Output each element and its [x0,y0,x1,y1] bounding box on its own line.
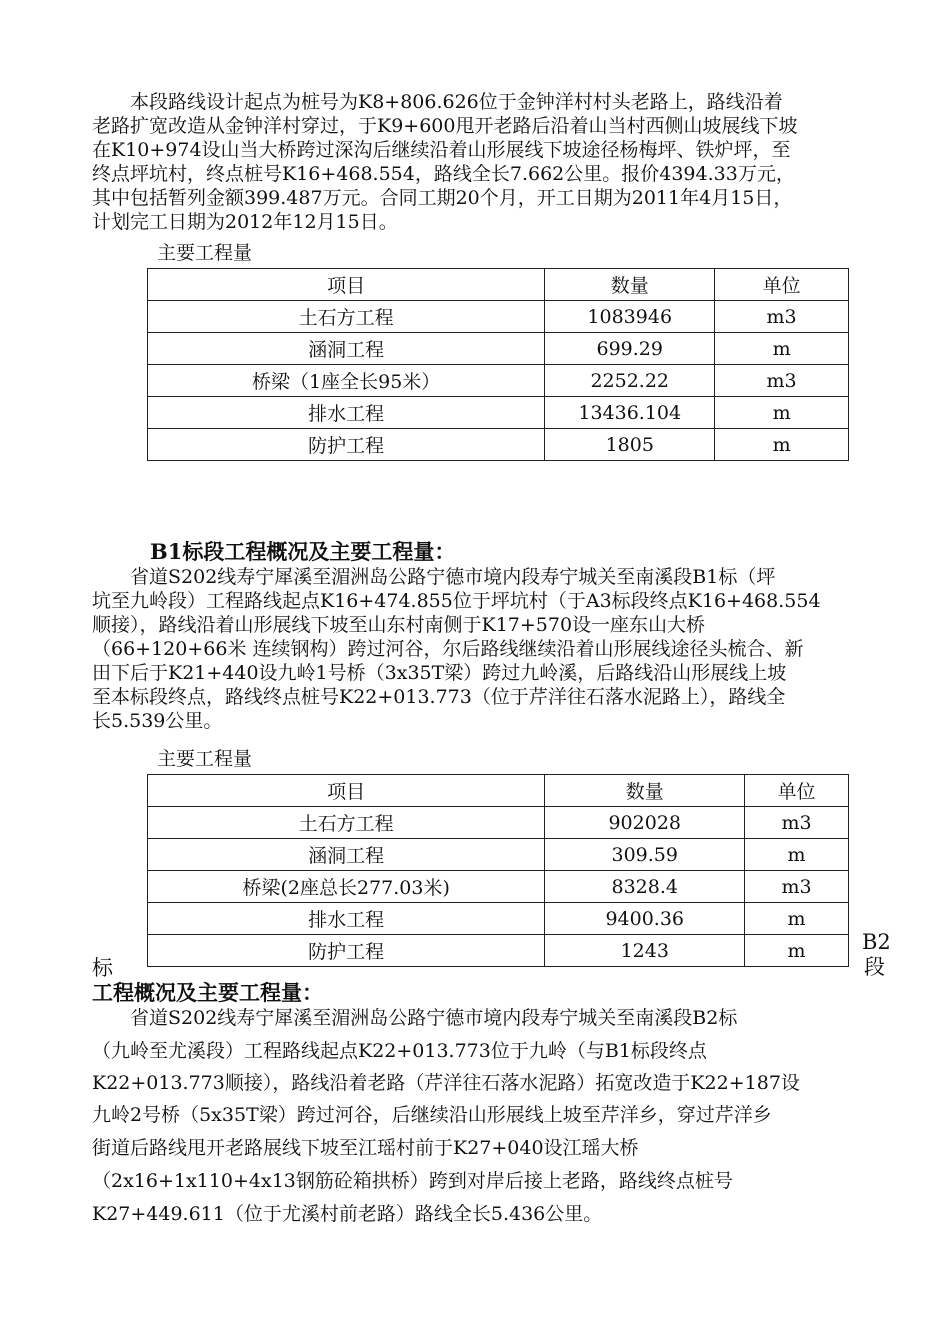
cell-unit: m [745,839,849,871]
b2-heading-right-1: B2 [862,930,891,954]
cell-unit: m3 [745,871,849,903]
cell-unit: m3 [715,301,849,333]
b1-table-title: 主要工程量 [157,748,253,770]
b1-quantities-table [147,774,849,967]
cell-item: 防护工程 [148,935,545,967]
b2-heading: 工程概况及主要工程量： [92,980,323,1005]
a3-line: 本段路线设计起点为桩号为K8+806.626位于金钟洋村村头老路上，路线沿着 [92,91,783,113]
a3-line: 其中包括暂列金额399.487万元。合同工期20个月，开工日期为2011年4月15日， [92,187,793,209]
cell-quantity: 699.29 [545,333,715,365]
header-unit: 单位 [745,775,849,807]
cell-item: 防护工程 [148,429,545,461]
b1-line: 至本标段终点，路线终点桩号K22+013.773（位于芹洋往石落水泥路上），路线全 [92,686,786,708]
cell-unit: m [715,429,849,461]
b1-line: 坑至九岭段）工程路线起点K16+474.855位于坪坑村（于A3标段终点K16+468.554 [92,590,821,612]
b1-line: 顺接），路线沿着山形展线下坡至山东村南侧于K17+570设一座东山大桥 [92,614,706,636]
table-row [148,935,849,967]
cell-quantity: 309.59 [545,839,745,871]
b1-line: 长5.539公里。 [92,710,223,732]
table-row [148,301,849,333]
cell-item: 桥梁(2座总长277.03米) [148,871,545,903]
table-row [148,397,849,429]
cell-item: 桥梁（1座全长95米） [148,365,545,397]
cell-item: 土石方工程 [148,807,545,839]
table-row [148,807,849,839]
cell-item: 涵洞工程 [148,839,545,871]
b2-heading-right-2: 段 [864,955,885,979]
cell-quantity: 13436.104 [545,397,715,429]
header-quantity: 数量 [545,775,745,807]
b2-line: K27+449.611（位于尤溪村前老路）路线全长5.436公里。 [92,1203,603,1225]
header-quantity: 数量 [545,269,715,301]
a3-line: 终点坪坑村，终点桩号K16+468.554，路线全长7.662公里。报价4394.33万元， [92,163,795,185]
cell-item: 涵洞工程 [148,333,545,365]
b1-line: 省道S202线寿宁犀溪至湄洲岛公路宁德市境内段寿宁城关至南溪段B1标（坪 [92,566,776,588]
b2-line: 省道S202线寿宁犀溪至湄洲岛公路宁德市境内段寿宁城关至南溪段B2标 [92,1007,738,1029]
b2-line: （九岭至尤溪段）工程路线起点K22+013.773位于九岭（与B1标段终点 [92,1040,707,1062]
table-row [148,903,849,935]
cell-unit: m [715,397,849,429]
b2-line: （2x16+1x110+4x13钢筋砼箱拱桥）跨到对岸后接上老路，路线终点桩号 [92,1170,733,1192]
a3-table-title: 主要工程量 [157,242,253,264]
cell-unit: m3 [715,365,849,397]
table-row [148,839,849,871]
b2-heading-left: 标 [92,956,113,980]
cell-quantity: 8328.4 [545,871,745,903]
a3-line: 在K10+974设山当大桥跨过深沟后继续沿着山形展线下坡途径杨梅坪、铁炉坪，至 [92,139,791,161]
b1-line: 田下后于K21+440设九岭1号桥（3x35T梁）跨过九岭溪，后路线沿山形展线上坡 [92,662,787,684]
header-unit: 单位 [715,269,849,301]
cell-item: 排水工程 [148,397,545,429]
cell-quantity: 1243 [545,935,745,967]
b1-heading: B1标段工程概况及主要工程量： [150,539,456,564]
cell-quantity: 902028 [545,807,745,839]
cell-quantity: 2252.22 [545,365,715,397]
cell-unit: m3 [745,807,849,839]
header-item: 项目 [148,269,545,301]
cell-unit: m [745,935,849,967]
cell-quantity: 9400.36 [545,903,745,935]
b2-line: 九岭2号桥（5x35T梁）跨过河谷，后继续沿山形展线上坡至芹洋乡，穿过芹洋乡 [92,1104,772,1126]
table-row [148,365,849,397]
table-header-row [148,775,849,807]
cell-unit: m [745,903,849,935]
cell-unit: m [715,333,849,365]
table-header-row [148,269,849,301]
table-row [148,429,849,461]
b2-line: 街道后路线甩开老路展线下坡至江瑶村前于K27+040设江瑶大桥 [92,1137,639,1159]
a3-quantities-table [147,268,849,461]
cell-item: 排水工程 [148,903,545,935]
b1-line: （66+120+66米 连续钢构）跨过河谷，尔后路线继续沿着山形展线途径头梳合、新 [92,638,804,660]
table-row [148,333,849,365]
b2-line: K22+013.773顺接），路线沿着老路（芹洋往石落水泥路）拓宽改造于K22+187设 [92,1072,800,1094]
cell-item: 土石方工程 [148,301,545,333]
table-row [148,871,849,903]
a3-line: 老路扩宽改造从金钟洋村穿过，于K9+600甩开老路后沿着山当村西侧山坡展线下坡 [92,115,798,137]
cell-quantity: 1083946 [545,301,715,333]
cell-quantity: 1805 [545,429,715,461]
a3-line: 计划完工日期为2012年12月15日。 [92,211,398,233]
header-item: 项目 [148,775,545,807]
